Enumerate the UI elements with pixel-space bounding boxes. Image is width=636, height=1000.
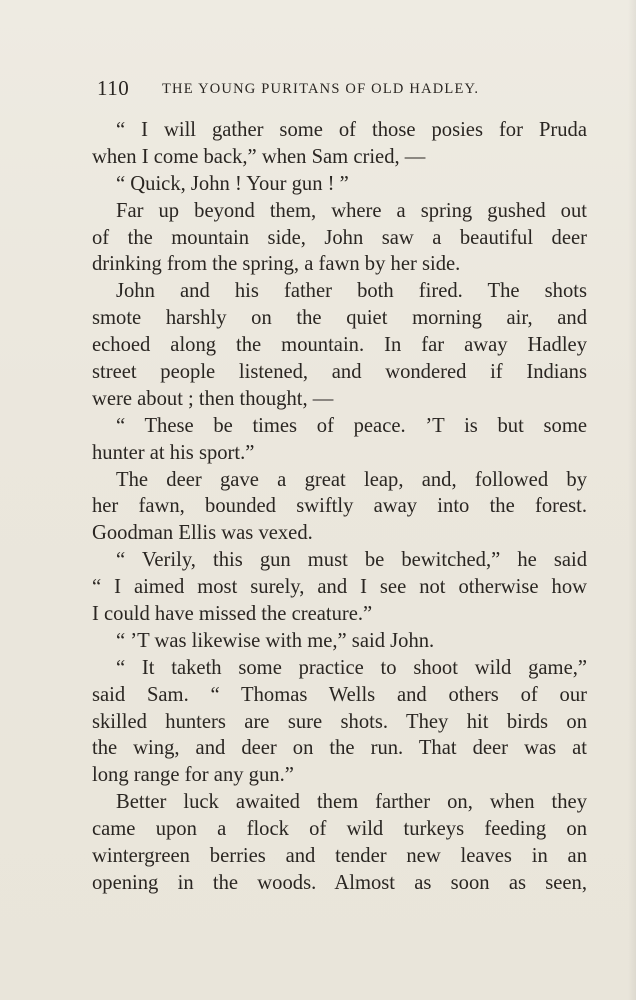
page-header (97, 76, 537, 100)
text-line: The deer gave a great leap, and, followed by (116, 468, 587, 491)
text-line: wintergreen berries and tender new leaves in an (92, 845, 587, 868)
text-line: were about ; then thought, — (92, 387, 334, 410)
text-line: her fawn, bounded swiftly away into the forest. (92, 495, 587, 518)
text-line: “ ’T was likewise with me,” said John. (116, 629, 435, 652)
text-line: long range for any gun.” (92, 764, 294, 787)
text-line: the wing, and deer on the run. That deer was at (92, 737, 587, 760)
text-line: Goodman Ellis was vexed. (92, 522, 313, 545)
text-line: Far up beyond them, where a spring gushed out (116, 199, 587, 222)
text-line: “ It taketh some practice to shoot wild game,” (116, 656, 587, 679)
text-line: “ I aimed most surely, and I see not otherwise how (92, 576, 587, 599)
body-text (92, 117, 587, 897)
text-line: opening in the woods. Almost as soon as seen, (92, 871, 587, 894)
text-line: “ Quick, John ! Your gun ! ” (116, 172, 349, 195)
text-line: “ These be times of peace. ’T is but some (116, 414, 587, 437)
page-number: 110 (97, 76, 130, 100)
text-line: when I come back,” when Sam cried, — (92, 145, 426, 168)
text-line: “ I will gather some of those posies for Pruda (116, 119, 587, 141)
running-title: THE YOUNG PURITANS OF OLD HADLEY. (162, 81, 480, 97)
text-line: skilled hunters are sure shots. They hit birds on (92, 710, 587, 733)
text-line: “ Verily, this gun must be bewitched,” he said (116, 549, 587, 572)
page-edge-shadow (628, 0, 636, 1000)
text-line: echoed along the mountain. In far away Hadley (92, 334, 587, 357)
text-line: John and his father both fired. The shots (116, 280, 587, 303)
text-line: of the mountain side, John saw a beautiful deer (92, 226, 587, 249)
text-line: came upon a flock of wild turkeys feeding on (92, 818, 587, 841)
text-line: street people listened, and wondered if Indians (92, 361, 587, 384)
text-line: I could have missed the creature.” (92, 603, 373, 626)
text-line: hunter at his sport.” (92, 441, 255, 464)
text-line: Better luck awaited them farther on, when they (116, 791, 587, 814)
text-line: said Sam. “ Thomas Wells and others of our (92, 683, 587, 706)
text-line: drinking from the spring, a fawn by her side. (92, 253, 461, 276)
text-line: smote harshly on the quiet morning air, and (92, 307, 587, 330)
